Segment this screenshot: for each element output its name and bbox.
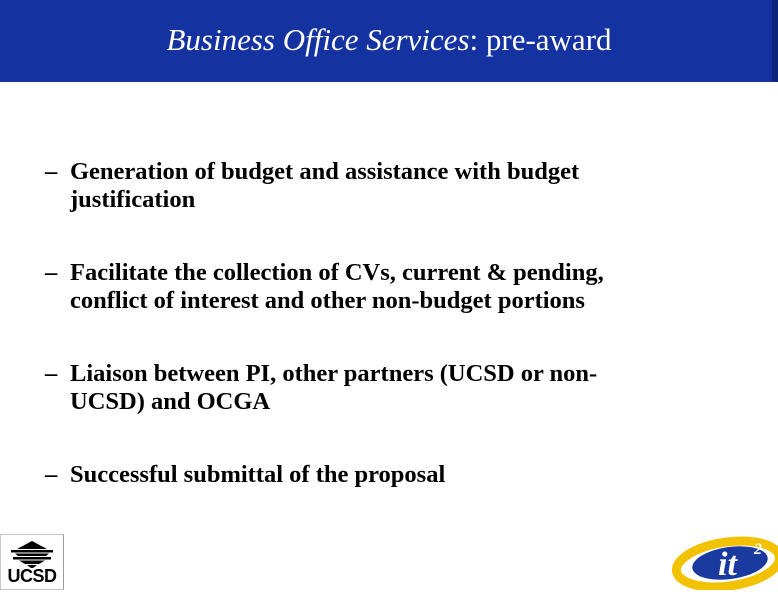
title-bar [0,0,778,82]
slide-title-rest: : pre-award [469,22,612,57]
bullet-text: Generation of budget and assistance with budget justification [70,158,580,213]
it2-logo-icon [668,528,778,590]
it2-logo-text: it [718,546,737,583]
bullet-dash: – [45,158,58,185]
bullet-item [45,158,760,214]
bullet-text: Successful submittal of the proposal [70,461,446,488]
bullet-item [45,259,760,315]
slide-title-italic: Business Office Services [166,22,470,57]
bullet-list [45,158,760,534]
bullet-dash: – [45,259,58,286]
ucsd-logo [0,534,64,590]
bullet-text: Facilitate the collection of CVs, current & pending, conflict of interest and other non-budget portions [70,259,604,314]
it2-logo-superscript: 2 [754,541,762,558]
bullet-item [45,461,760,489]
ucsd-logo-text: UCSD [7,566,57,586]
slide-title [0,22,778,58]
bullet-item [45,360,760,416]
it2-logo [668,528,778,590]
bullet-dash: – [45,360,58,387]
bullet-dash: – [45,461,58,488]
bullet-text: Liaison between PI, other partners (UCSD or non- UCSD) and OCGA [70,360,598,415]
title-bar-edge [772,0,778,82]
ucsd-geisel-library-icon [7,539,57,569]
